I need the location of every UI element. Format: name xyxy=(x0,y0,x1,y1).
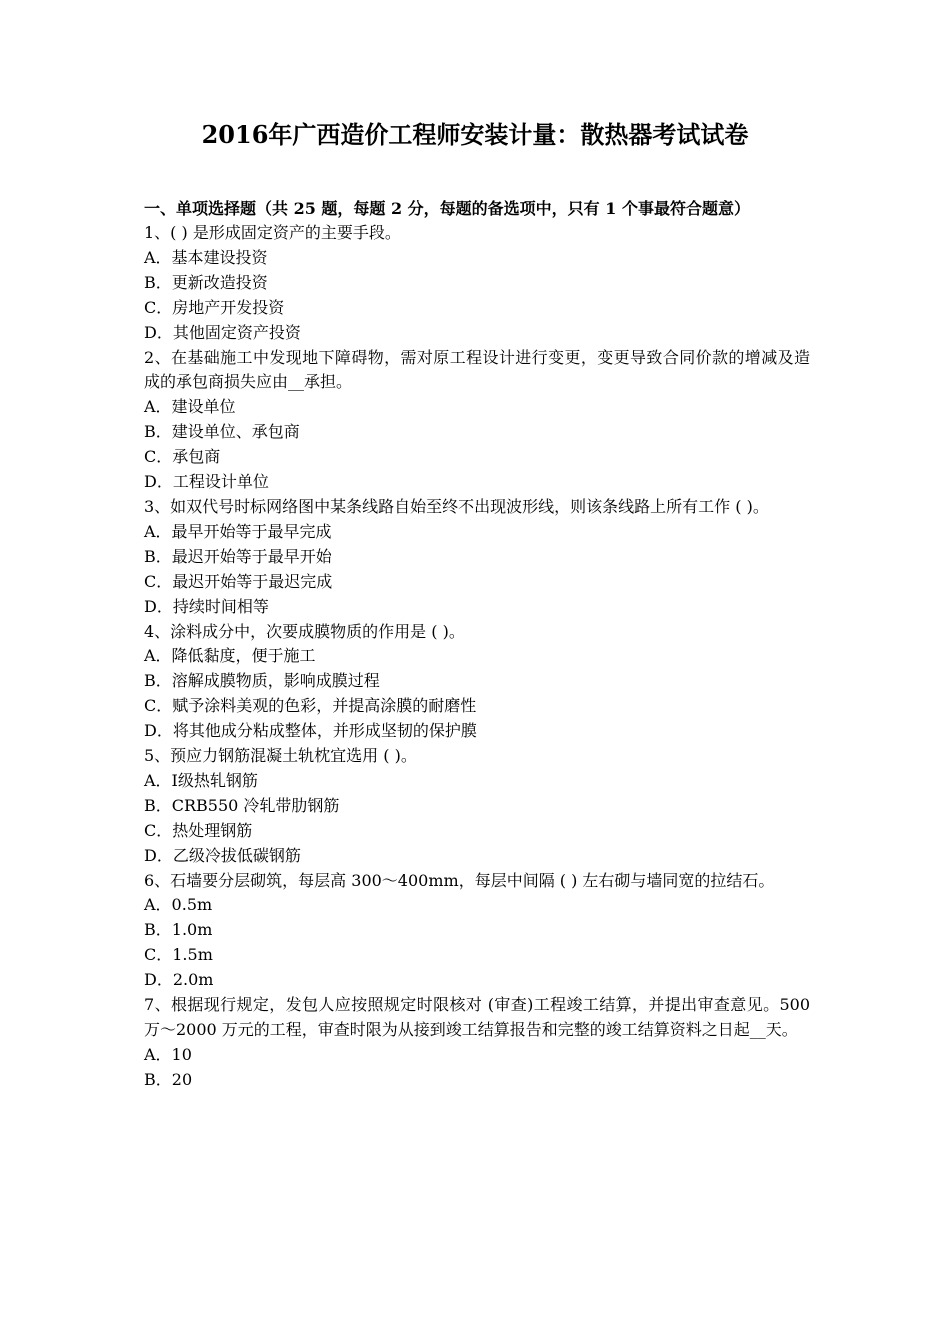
option-c: C．承包商 xyxy=(144,447,221,467)
option-a: A．降低黏度，便于施工 xyxy=(144,646,316,666)
question-text: 6、石墙要分层砌筑，每层高 300～400mm，每层中间隔 ( ) 左右砌与墙同宽的拉结石。 xyxy=(144,870,775,890)
option-a: A．Ⅰ级热轧钢筋 xyxy=(144,770,258,790)
option-b: B．溶解成膜物质，影响成膜过程 xyxy=(144,671,380,691)
option-d: D．持续时间相等 xyxy=(144,596,269,616)
option-b: B．20 xyxy=(144,1069,193,1089)
option-c: C．最迟开始等于最迟完成 xyxy=(144,571,333,591)
question-text: 1、( ) 是形成固定资产的主要手段。 xyxy=(144,223,401,242)
question-text: 2、在基础施工中发现地下障碍物，需对原工程设计进行变更，变更导致合同价款的增减及造成的承包商损失应由__承担。 xyxy=(144,347,810,392)
document-title: 2016年广西造价工程师安装计量：散热器考试试卷 xyxy=(201,120,749,149)
option-b: B．最迟开始等于最早开始 xyxy=(144,546,332,566)
option-d: D．工程设计单位 xyxy=(144,472,269,492)
question-1 xyxy=(144,221,810,346)
question-text: 5、预应力钢筋混凝土轨枕宜选用 ( )。 xyxy=(144,746,417,766)
option-b: B．更新改造投资 xyxy=(144,272,268,292)
question-text: 7、根据现行规定，发包人应按照规定时限核对 (审查)工程竣工结算，并提出审查意见。500 万～2000 万元的工程，审查时限为从接到竣工结算报告和完整的竣工结算资料之日起__天。 xyxy=(144,995,810,1039)
option-c: C．房地产开发投资 xyxy=(144,297,285,317)
question-2 xyxy=(144,346,810,495)
option-c: C．赋予涂料美观的色彩，并提高涂膜的耐磨性 xyxy=(144,696,477,716)
question-text: 3、如双代号时标网络图中某条线路自始至终不出现波形线，则该条线路上所有工作 ( )。 xyxy=(144,496,769,516)
option-a: A．建设单位 xyxy=(144,397,236,417)
question-6 xyxy=(144,869,810,994)
option-b: B．CRB550 冷轧带肋钢筋 xyxy=(144,795,340,815)
document-body xyxy=(144,196,810,1093)
option-b: B．建设单位、承包商 xyxy=(144,422,300,442)
option-a: A．最早开始等于最早完成 xyxy=(144,521,332,541)
option-d: D．2.0m xyxy=(144,970,214,990)
question-7 xyxy=(144,993,810,1093)
option-b: B．1.0m xyxy=(144,920,213,940)
option-a: A．基本建设投资 xyxy=(144,247,268,267)
option-d: D．将其他成分粘成整体，并形成坚韧的保护膜 xyxy=(144,721,477,741)
option-d: D．其他固定资产投资 xyxy=(144,322,301,342)
question-5 xyxy=(144,744,810,869)
option-a: A．0.5m xyxy=(144,895,213,915)
option-c: C．热处理钢筋 xyxy=(144,820,253,840)
question-text: 4、涂料成分中，次要成膜物质的作用是 ( )。 xyxy=(144,621,465,641)
option-a: A．10 xyxy=(144,1044,192,1064)
question-4 xyxy=(144,620,810,745)
section-heading: 一、单项选择题（共 25 题，每题 2 分，每题的备选项中，只有 1 个事最符合题意） xyxy=(144,199,750,218)
option-c: C．1.5m xyxy=(144,945,213,965)
question-3 xyxy=(144,495,810,620)
option-d: D．乙级冷拔低碳钢筋 xyxy=(144,845,301,865)
